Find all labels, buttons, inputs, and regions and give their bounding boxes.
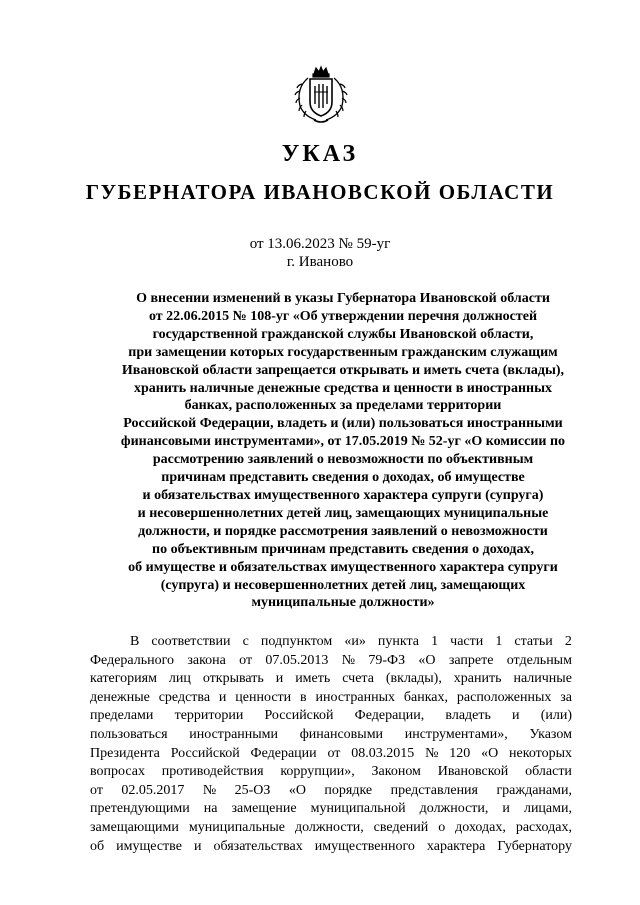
document-subtitle: ГУБЕРНАТОРА ИВАНОВСКОЙ ОБЛАСТИ	[85, 180, 555, 204]
heading-line: об имуществе и обязательствах имущественного характера супруги	[128, 559, 558, 575]
heading-line: причинам представить сведения о доходах, об имуществе	[161, 470, 525, 486]
heading-line: при замещении которых государственным гражданским служащим	[128, 344, 558, 360]
heading-line: от 22.06.2015 № 108-уг «Об утверждении перечня должностей	[148, 308, 538, 324]
heading-line: финансовыми инструментами», от 17.05.2019 № 52-уг «О комиссии по	[120, 434, 566, 450]
heading-line: Российской Федерации, владеть и (или) пользоваться иностранными	[123, 416, 563, 432]
document-city: г. Иваново	[286, 254, 354, 270]
coat-of-arms-emblem	[292, 64, 350, 126]
heading-line: Ивановской области запрещается открывать и иметь счета (вклады),	[121, 362, 565, 378]
body-line: об имуществе и обязательствах имущественного характера Губернатору	[90, 838, 572, 854]
heading-line: банках, расположенных за пределами территории	[184, 398, 502, 414]
heading-line: хранить наличные денежные средства и ценности в иностранных	[133, 380, 553, 396]
body-line: В соответствии с подпунктом «и» пункта 1 части 1 статьи 2	[130, 634, 572, 649]
heading-line: и обязательствах имущественного характера супруги (супруга)	[142, 487, 544, 503]
heading-line: О внесении изменений в указы Губернатора Ивановской области	[136, 291, 550, 306]
body-line: денежные средства и ценности в иностранных банках, расположенных за	[90, 689, 572, 705]
decree-heading	[96, 290, 590, 612]
body-line: претендующими на замещение муниципальной должности, и лицами,	[90, 801, 572, 817]
heading-line: муниципальные должности»	[251, 595, 435, 611]
body-line: вопросах противодействия коррупции», Законом Ивановской области	[90, 764, 572, 780]
heading-line: рассмотрению заявлений о невозможности по объективным	[152, 452, 534, 468]
body-line: Президента Российской Федерации от 08.03.2015 № 120 «О некоторых	[90, 745, 572, 761]
document-title: УКАЗ	[281, 141, 359, 167]
body-line: замещающими муниципальные должности, сведений о доходах, расходах,	[90, 819, 572, 835]
body-line: пользоваться иностранными финансовыми инструментами», Указом	[90, 726, 572, 742]
heading-line: по объективным причинам представить сведения о доходах,	[152, 541, 534, 557]
body-line: категориям лиц открывать и иметь счета (вклады), хранить наличные	[90, 671, 572, 687]
heading-line: и несовершеннолетних детей лиц, замещающих муниципальные	[137, 505, 549, 521]
body-line: Федерального закона от 07.05.2013 № 79-ФЗ «О запрете отдельным	[90, 652, 572, 668]
body-line: от 02.05.2017 № 25-ОЗ «О порядке представления гражданами,	[90, 782, 572, 798]
heading-line: (супруга) и несовершеннолетних детей лиц, замещающих	[160, 577, 526, 593]
body-line: пределами территории Российской Федерации, владеть и (или)	[90, 708, 572, 724]
decree-body-paragraph	[90, 633, 572, 856]
document-date: от 13.06.2023 № 59-уг	[249, 236, 391, 252]
heading-line: должности, и порядке рассмотрения заявлений о невозможности	[138, 523, 548, 539]
heading-line: государственной гражданской службы Ивановской области,	[152, 326, 534, 342]
